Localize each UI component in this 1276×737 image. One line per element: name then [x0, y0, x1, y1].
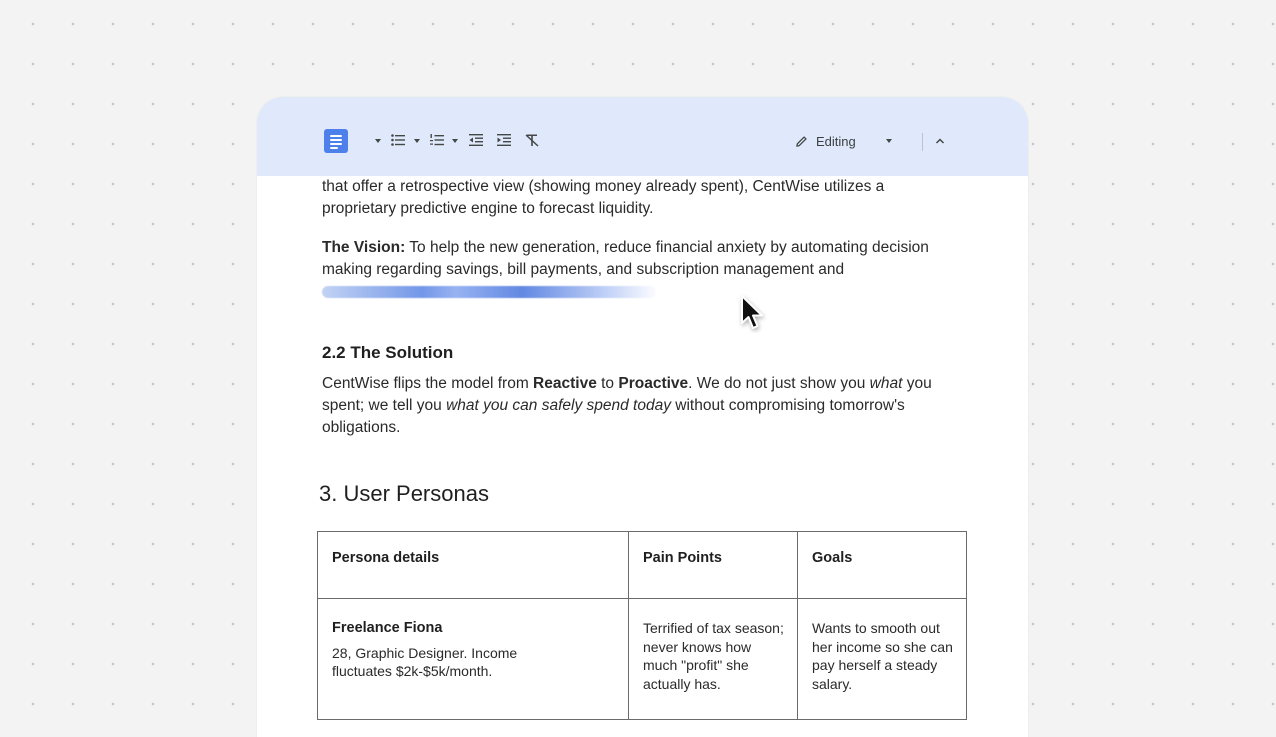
pencil-icon — [795, 135, 808, 148]
loading-shimmer — [322, 286, 656, 298]
column-header-label: Pain Points — [643, 550, 722, 566]
column-header-label: Goals — [812, 550, 853, 566]
chevron-down-icon — [886, 139, 892, 143]
persona-details: 28, Graphic Designer. Income fluctuates $2k-$5k/month. — [332, 644, 518, 679]
pain-points-text: Terrified of tax season; never knows how much "profit" she actually has. — [643, 620, 784, 692]
safe-spend-emphasis: what you can safely spend today — [446, 397, 671, 414]
column-header — [318, 532, 629, 599]
table-cell-persona — [318, 599, 629, 720]
column-header-label: Persona details — [332, 550, 440, 566]
solution-text: without compromising tomorrow's obligations. — [322, 397, 905, 436]
chevron-down-icon[interactable] — [413, 137, 421, 145]
persona-name: Freelance Fiona — [332, 620, 443, 636]
what-emphasis: what — [869, 375, 903, 392]
proactive-term: Proactive — [618, 375, 689, 392]
decrease-indent-icon[interactable] — [468, 132, 484, 148]
table-header-row — [318, 532, 967, 599]
editing-mode-label: Editing — [816, 133, 856, 149]
goals-text: Wants to smooth out her income so she can pay herself a steady salary. — [812, 620, 953, 692]
table-cell-goals — [798, 599, 967, 720]
solution-text: . We do not just show you — [688, 375, 870, 392]
personas-table — [317, 531, 967, 720]
toolbar-divider — [922, 133, 923, 151]
solution-text: to — [596, 375, 619, 392]
chevron-up-icon[interactable] — [933, 134, 947, 148]
section-heading-personas: 3. User Personas — [319, 481, 489, 506]
solution-paragraph — [322, 373, 962, 439]
reactive-term: Reactive — [533, 375, 597, 392]
vision-paragraph — [322, 237, 962, 281]
document-window — [257, 97, 1028, 737]
vision-text: To help the new generation, reduce financial anxiety by automating decision making regarding savings, bill payments, and subscription management and — [322, 239, 929, 278]
solution-text: CentWise flips the model from — [322, 375, 534, 392]
column-header — [629, 532, 798, 599]
mouse-pointer-icon — [738, 293, 768, 333]
table-cell-pain-points — [629, 599, 798, 720]
docs-logo-icon[interactable] — [324, 129, 348, 153]
increase-indent-icon[interactable] — [496, 132, 512, 148]
numbered-list-icon[interactable] — [429, 132, 445, 148]
chevron-down-icon[interactable] — [451, 137, 459, 145]
vision-label: The Vision: — [322, 239, 406, 256]
intro-paragraph: that offer a retrospective view (showing money already spent), CentWise utilizes a proprietary predictive engine to forecast liquidity. — [322, 178, 885, 217]
toolbar — [257, 97, 1028, 176]
clear-formatting-icon[interactable] — [524, 132, 540, 148]
solution-text: you spent; we tell you — [322, 375, 932, 414]
section-heading-solution: 2.2 The Solution — [322, 343, 454, 362]
bulleted-list-icon[interactable] — [390, 132, 406, 148]
table-row — [318, 599, 967, 720]
editing-mode-button[interactable] — [795, 131, 892, 151]
chevron-down-icon[interactable] — [374, 137, 382, 145]
column-header — [798, 532, 967, 599]
